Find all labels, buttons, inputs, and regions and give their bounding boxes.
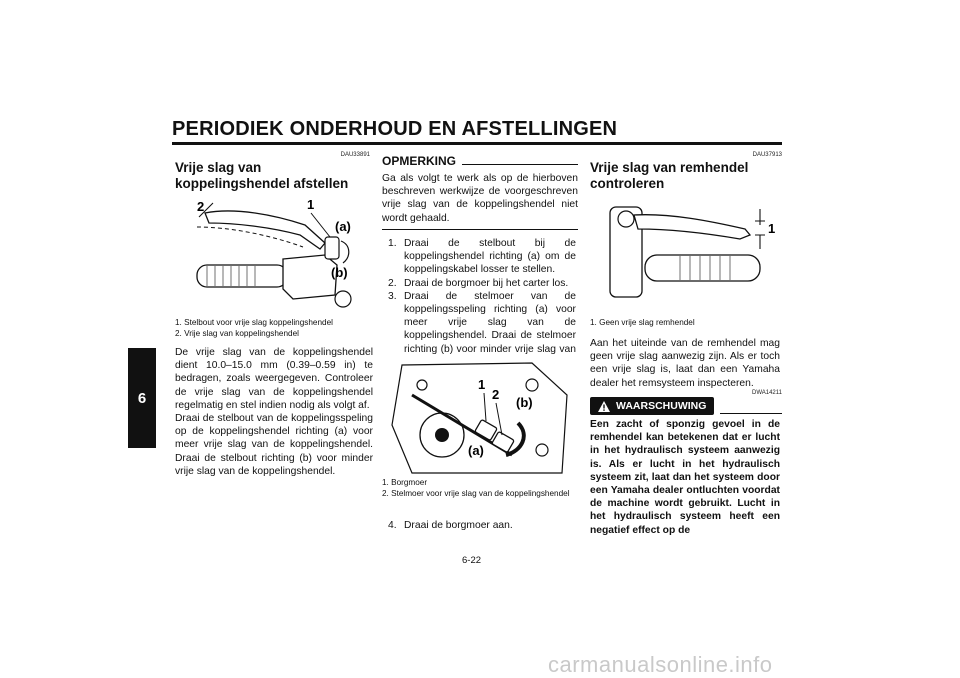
paragraph: De vrije slag van de koppelingshendel dient 10.0–15.0 mm (0.39–0.59 in) te bedragen, zoals weergegeven. Controleer de vrije slag van de koppelingshendel regelmatig en stel indien nodig als volgt af.	[175, 347, 373, 411]
note-rule	[462, 164, 578, 165]
steps-list	[388, 237, 576, 369]
throttle-grip	[645, 255, 760, 281]
adjusting-bolt	[325, 237, 339, 259]
fig-label-b: (b)	[516, 395, 533, 410]
warning-header	[590, 397, 782, 415]
fig-label-b: (b)	[331, 265, 348, 280]
fig-label-1: 1	[307, 197, 315, 212]
brake-lever-figure	[590, 195, 782, 315]
list-item: 2. Draai de borgmoer bij het carter los.	[388, 277, 569, 289]
brake-lever	[634, 215, 750, 239]
step-4	[388, 519, 576, 532]
warning-triangle-icon	[598, 401, 610, 412]
warning-code: DWA14211	[751, 390, 782, 396]
list-item: 3. Draai de stelmoer van de koppelingsspeling richting (a) voor meer vrije slag van de koppelingshendel. Draai de stelmoer richting (b) voor minder vrije slag van	[388, 290, 576, 355]
bolt-1	[526, 379, 538, 391]
note-heading: OPMERKING	[382, 154, 457, 168]
list-item: 1. Draai de stelbout bij de koppelingshendel richting (a) om de koppelingskabel losser te stellen.	[388, 238, 576, 276]
fig-label-a: (a)	[468, 443, 484, 458]
reservoir-cap	[618, 211, 634, 227]
caption-item: 1. Geen vrije slag remhendel	[590, 318, 695, 327]
section-heading-clutch: Vrije slag van koppelingshendel afstellen	[175, 160, 349, 191]
fig-label-1: 1	[478, 377, 486, 392]
page-number: 6-22	[462, 555, 482, 566]
switch-housing	[283, 255, 337, 299]
paragraph: Draai de stelbout van de koppelingsspeling op de koppelingshendel richting (a) voor meer vrije slag van de koppelingshendel. Draai de stelbout richting (b) voor minder vrije slag van de koppelingshendel.	[175, 413, 373, 477]
section-heading-brake: Vrije slag van remhendel controleren	[590, 160, 749, 191]
bolt-3	[536, 444, 548, 456]
page-title: PERIODIEK ONDERHOUD EN AFSTELLINGEN	[172, 118, 618, 140]
chapter-tab: 6	[128, 348, 156, 448]
cover-center	[435, 428, 449, 442]
caption-item: 2. Vrije slag van koppelingshendel	[175, 328, 299, 338]
fig-label-2: 2	[492, 387, 500, 402]
note-box	[382, 154, 578, 230]
note-text: Ga als volgt te werk als op de hierboven beschreven werkwijze de voorgeschreven vrije slag van de koppelingshendel niet wordt gehaald.	[382, 173, 578, 224]
fig-label-1: 1	[768, 221, 776, 236]
figure-captions-crankcase	[382, 478, 578, 499]
caption-item: 1. Stelbout voor vrije slag koppelingshendel	[175, 318, 333, 327]
clutch-text	[175, 346, 373, 478]
clutch-lever	[205, 211, 325, 249]
figure-captions-clutch	[175, 318, 375, 339]
figure-captions-brake	[590, 318, 782, 329]
list-item: 4. Draai de borgmoer aan.	[388, 520, 513, 531]
header-rule	[172, 142, 782, 145]
fig-label-2: 2	[197, 199, 205, 214]
fig-label-a: (a)	[335, 219, 351, 234]
bolt-2	[417, 380, 427, 390]
section-code: DAU33891	[340, 152, 370, 158]
warning-text: Een zacht of sponzig gevoel in de remhendel kan betekenen dat er lucht in het hydraulisch systeem aanwezig is. Als er lucht in het hydraulisch systeem zit, laat dan het systeem door een Yamaha dealer ontluchten voordat de machine wordt gebruikt. Lucht in het hydraulisch systeem heeft een negatief effect op de	[590, 419, 780, 536]
caption-item: 1. Borgmoer	[382, 478, 428, 487]
watermark: carmanualsonline.info	[548, 652, 773, 677]
caption-item: 2. Stelmoer voor vrije slag van de koppelingshendel	[382, 488, 570, 498]
mirror-mount	[335, 291, 351, 307]
clutch-lever-figure	[175, 195, 375, 315]
note-end-rule	[382, 229, 578, 230]
handlebar-grip	[197, 265, 287, 287]
rotation-arrow	[341, 241, 349, 263]
brake-paragraph: Aan het uiteinde van de remhendel mag geen vrije slag aanwezig zijn. Als er toch een vrije slag is, laat dan een Yamaha dealer het remsysteem inspecteren.	[590, 338, 780, 389]
crankcase-adjuster-figure	[382, 355, 578, 475]
section-code: DAU37913	[752, 152, 782, 158]
warning-rule	[720, 413, 782, 414]
warning-badge: WAARSCHUWING	[590, 397, 714, 415]
